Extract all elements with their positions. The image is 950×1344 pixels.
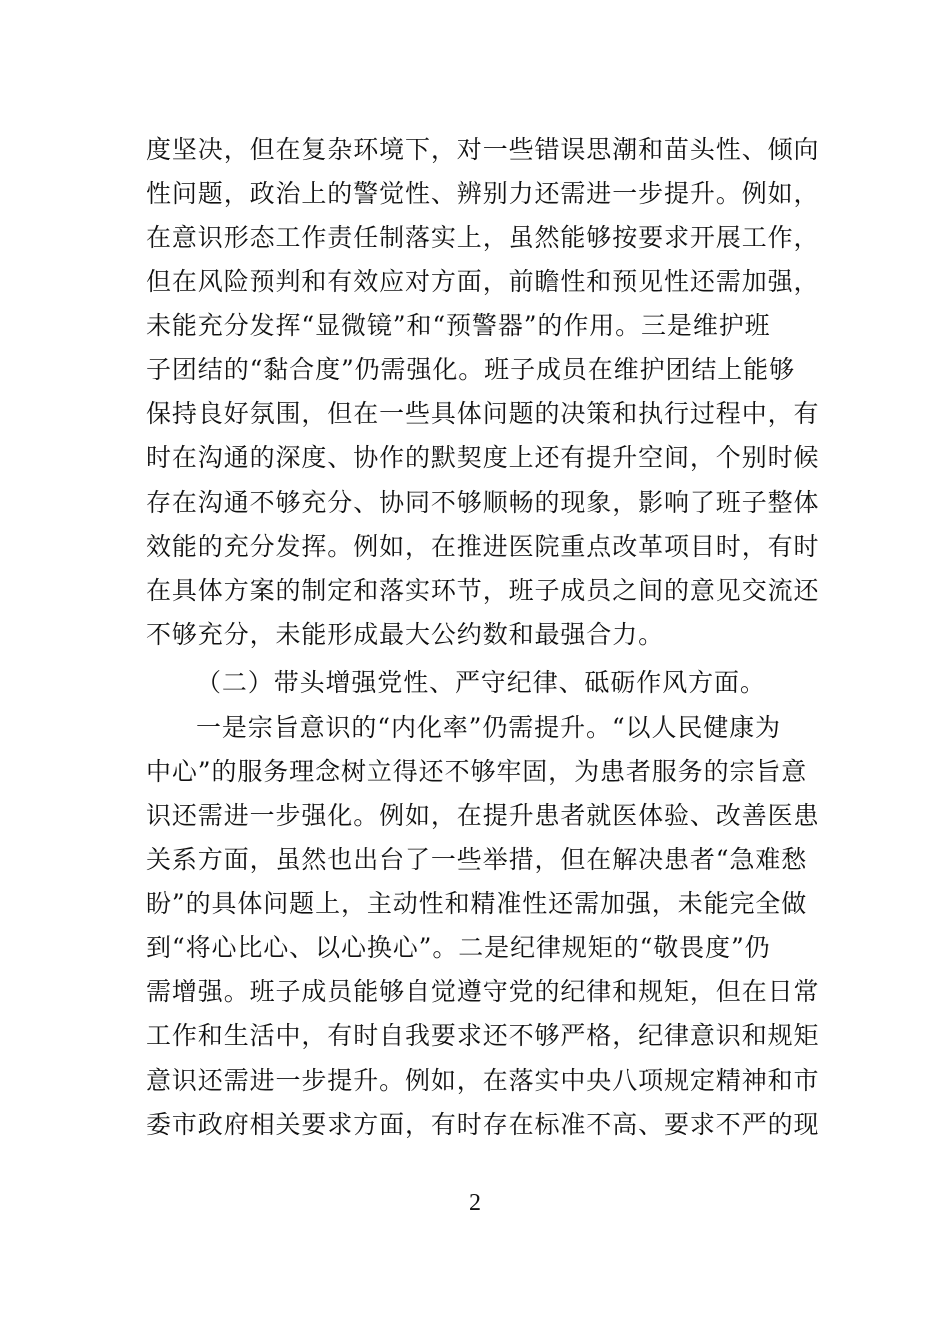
body-text-line: 盼”的具体问题上，主动性和精准性还需加强，未能完全做: [146, 889, 808, 918]
body-text-line: 不够充分，未能形成最大公约数和最强合力。: [146, 620, 665, 649]
body-text-line: 存在沟通不够充分、协同不够顺畅的现象，影响了班子整体: [146, 488, 820, 517]
body-text-line: 性问题，政治上的警觉性、辨别力还需进一步提升。例如，: [146, 179, 820, 208]
body-text-line: 中心”的服务理念树立得还不够牢固，为患者服务的宗旨意: [146, 757, 808, 786]
body-text-line: 需增强。班子成员能够自觉遵守党的纪律和规矩，但在日常: [146, 977, 820, 1006]
body-text-line: 在意识形态工作责任制落实上，虽然能够按要求开展工作，: [146, 223, 820, 252]
body-text-line: 在具体方案的制定和落实环节，班子成员之间的意见交流还: [146, 576, 820, 605]
body-text-line: 但在风险预判和有效应对方面，前瞻性和预见性还需加强，: [146, 267, 820, 296]
body-text-line: 意识还需进一步提升。例如，在落实中央八项规定精神和市: [146, 1066, 820, 1095]
body-text-line: 到“将心比心、以心换心”。二是纪律规矩的“敬畏度”仍: [146, 933, 771, 962]
body-text-line: 未能充分发挥“显微镜”和“预警器”的作用。三是维护班: [146, 311, 771, 340]
body-text-line: 保持良好氛围，但在一些具体问题的决策和执行过程中，有: [146, 399, 820, 428]
body-text-line: 时在沟通的深度、协作的默契度上还有提升空间，个别时候: [146, 443, 820, 472]
body-text-line: 关系方面，虽然也出台了一些举措，但在解决患者“急难愁: [146, 845, 808, 874]
body-text-line: 委市政府相关要求方面，有时存在标准不高、要求不严的现: [146, 1110, 820, 1139]
body-text-line: 度坚决，但在复杂环境下，对一些错误思潮和苗头性、倾向: [146, 135, 820, 164]
paragraph-first-line: 一是宗旨意识的“内化率”仍需提升。“以人民健康为: [196, 713, 781, 742]
body-text-line: 效能的充分发挥。例如，在推进医院重点改革项目时，有时: [146, 532, 820, 561]
page-number: 2: [469, 1190, 481, 1216]
section-heading: （二）带头增强党性、严守纪律、砥砺作风方面。: [196, 668, 766, 697]
body-text-line: 工作和生活中，有时自我要求还不够严格，纪律意识和规矩: [146, 1021, 820, 1050]
body-text-line: 子团结的“黏合度”仍需强化。班子成员在维护团结上能够: [146, 355, 795, 384]
body-text-line: 识还需进一步强化。例如，在提升患者就医体验、改善医患: [146, 801, 820, 830]
